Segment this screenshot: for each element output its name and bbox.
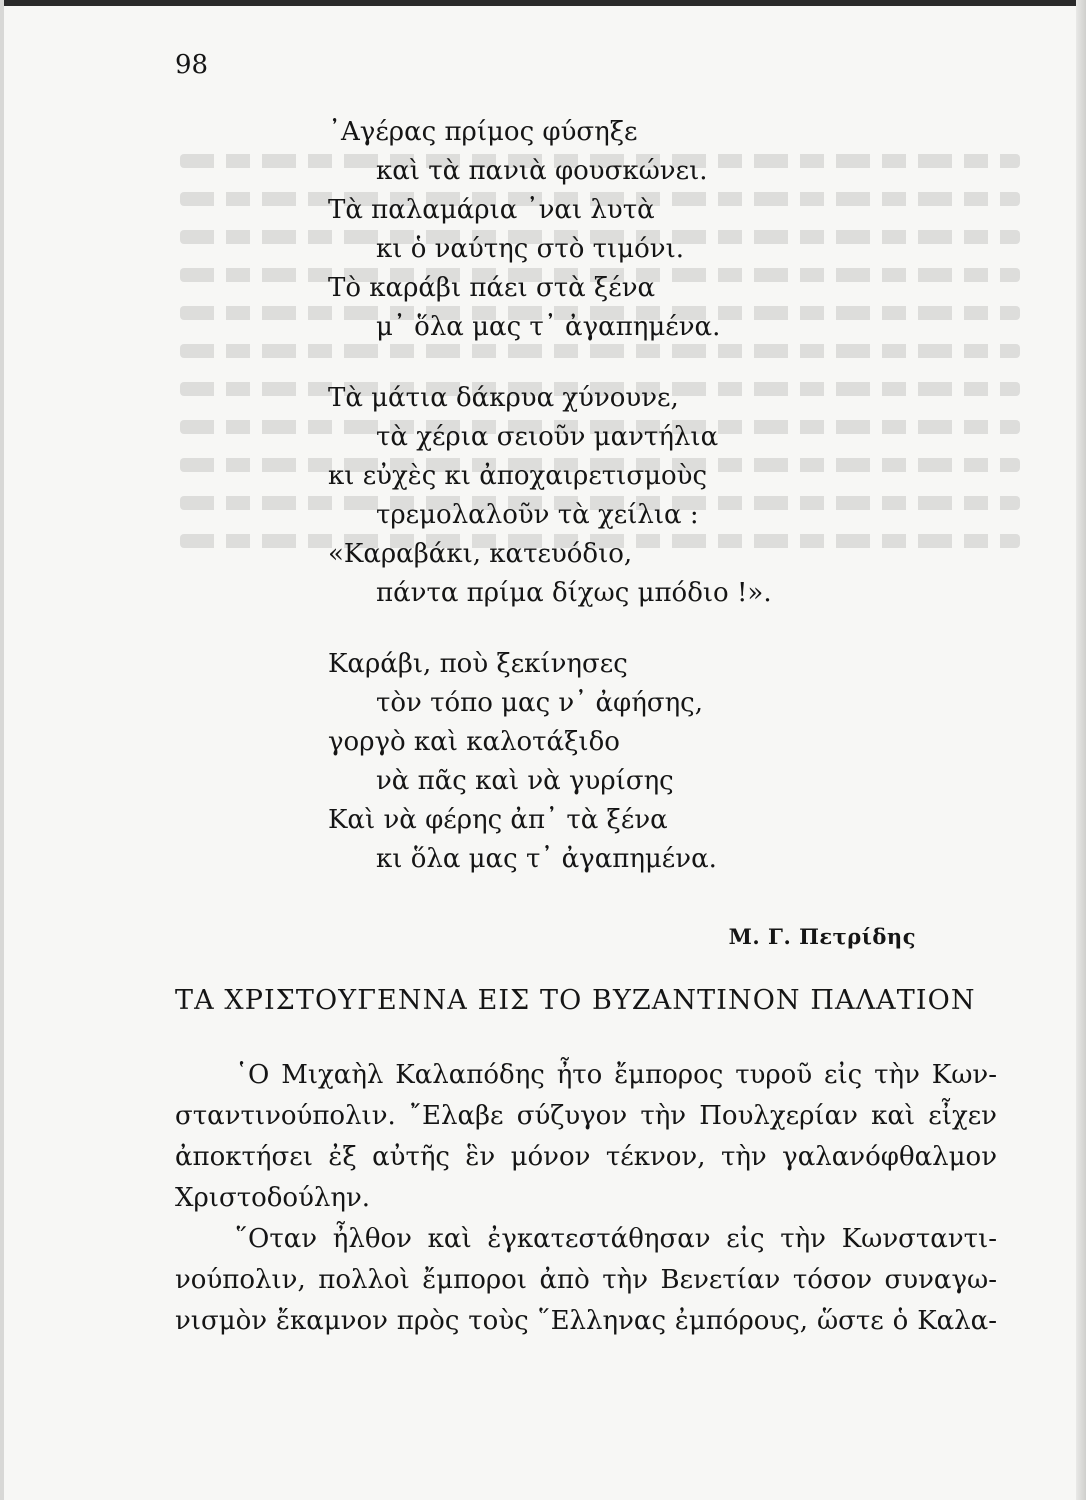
poem-stanza	[328, 379, 888, 613]
poem-line: τὸν τόπο μας ν᾿ ἀφήσης,	[376, 688, 703, 718]
paragraph	[175, 1219, 997, 1342]
poem-line: τὰ χέρια σειοῦν μαντήλια	[376, 422, 719, 452]
text-line: σταντινούπολιν. ῎Ελαβε σύζυγον τὴν Πουλχερίαν καὶ εἶχεν	[175, 1101, 997, 1131]
poem-stanza	[328, 645, 888, 879]
text-line: Χριστοδούλην.	[175, 1183, 371, 1213]
article-title: ΤΑ ΧΡΙΣΤΟΥΓΕΝΝΑ ΕΙΣ ΤΟ ΒΥΖΑΝΤΙΝΟΝ ΠΑΛΑΤΙΟΝ	[175, 985, 976, 1016]
article-body	[175, 1055, 997, 1342]
poem-line: Τὰ παλαμάρια ᾿ναι λυτὰ	[328, 195, 655, 225]
poem-line: Καὶ νὰ φέρης ἀπ᾿ τὰ ξένα	[328, 805, 668, 835]
text-line: νισμὸν ἔκαμνον πρὸς τοὺς ῞Ελληνας ἐμπόρους, ὥστε ὁ Καλα-	[175, 1306, 997, 1336]
poem-line: κι ὁ ναύτης στὸ τιμόνι.	[376, 234, 685, 264]
text-line: ἀποκτήσει ἐξ αὐτῆς ἓν μόνον τέκνον, τὴν γαλανόφθαλμον	[175, 1142, 997, 1172]
poem-line: γοργὸ καὶ καλοτάξιδο	[328, 727, 620, 757]
poem-line: ᾿Αγέρας πρίμος φύσηξε	[328, 117, 638, 147]
poem-line: νὰ πᾶς καὶ νὰ γυρίσης	[376, 766, 674, 796]
page-right-edge	[1076, 0, 1086, 1500]
text-line: νούπολιν, πολλοὶ ἔμποροι ἀπὸ τὴν Βενετίαν τόσον συναγω-	[175, 1265, 997, 1295]
page-top-edge	[0, 0, 1086, 6]
poem-line: κι ὅλα μας τ᾿ ἀγαπημένα.	[376, 844, 717, 874]
poem-line: καὶ τὰ πανιὰ φουσκώνει.	[376, 156, 708, 186]
poem-line: μ᾿ ὅλα μας τ᾿ ἀγαπημένα.	[376, 312, 721, 342]
text-line: ῞Οταν ἦλθον καὶ ἐγκατεστάθησαν εἰς τὴν Κωνσταντι-	[235, 1224, 997, 1254]
page-left-edge	[0, 0, 4, 1500]
poem-author-signature: Μ. Γ. Πετρίδης	[728, 924, 916, 949]
text-line: ῾Ο Μιχαὴλ Καλαπόδης ἦτο ἔμπορος τυροῦ εἰς τὴν Κων-	[235, 1060, 997, 1090]
poem-line: τρεμολαλοῦν τὰ χείλια :	[376, 500, 699, 530]
poem-line: κι εὐχὲς κι ἀποχαιρετισμοὺς	[328, 461, 708, 491]
poem-line: Καράβι, ποὺ ξεκίνησες	[328, 649, 628, 679]
poem	[328, 113, 888, 911]
paragraph	[175, 1055, 997, 1219]
poem-line: Τὰ μάτια δάκρυα χύνουνε,	[328, 383, 679, 413]
poem-stanza	[328, 113, 888, 347]
poem-line: πάντα πρίμα δίχως μπόδιο !».	[376, 578, 772, 608]
poem-line: «Καραβάκι, κατευόδιο,	[328, 539, 633, 569]
page-number: 98	[175, 50, 209, 80]
poem-line: Τὸ καράβι πάει στὰ ξένα	[328, 273, 656, 303]
